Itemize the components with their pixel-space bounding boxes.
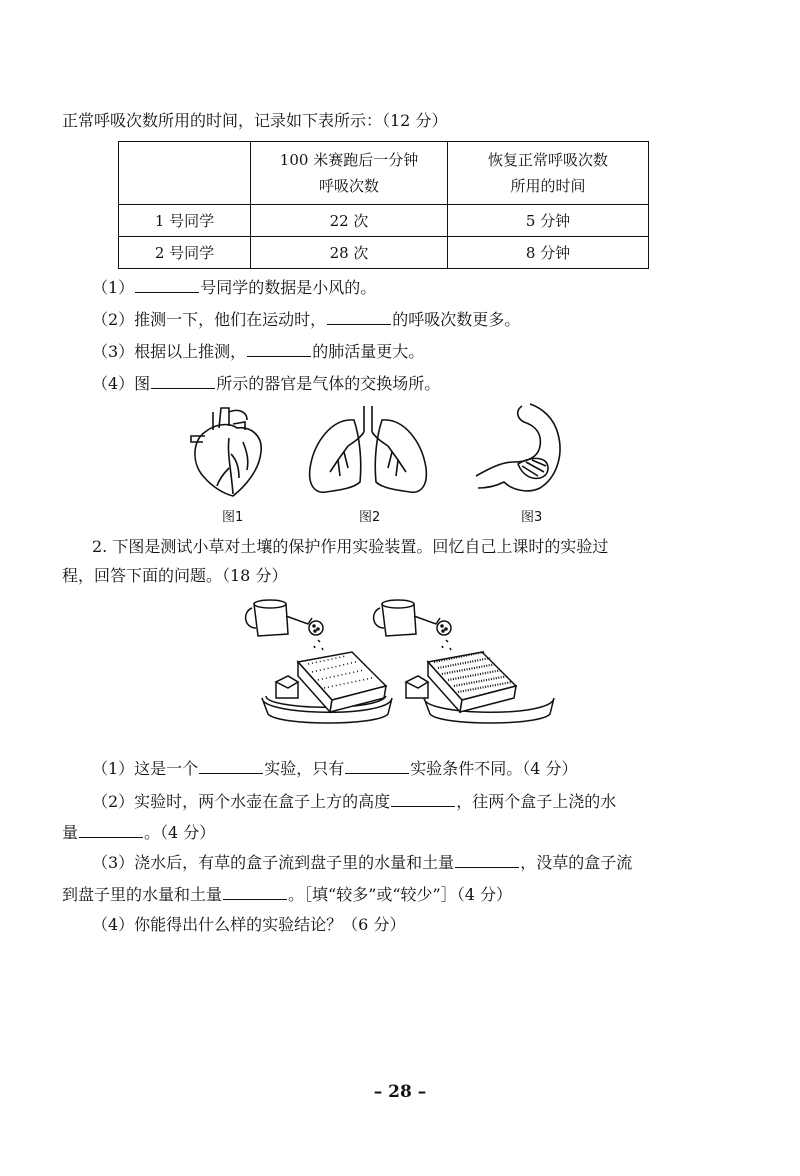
- page-number: – 28 –: [373, 1082, 427, 1102]
- q2-part1: （1）这是一个 实验，只有 实验条件不同。（4 分）: [92, 759, 578, 778]
- table-cell-label: 2 号同学: [119, 237, 251, 269]
- table-cell-recovery: 5 分钟: [448, 205, 649, 237]
- answer-blank[interactable]: [327, 308, 391, 325]
- q1-part4: （4）图 所示的器官是气体的交换场所。: [92, 374, 441, 393]
- heart-icon: [185, 402, 267, 498]
- answer-blank[interactable]: [455, 851, 519, 868]
- right-setup-with-grass: [374, 600, 554, 723]
- q1-part3: （3）根据以上推测， 的肺活量更大。: [92, 342, 425, 361]
- left-setup-no-grass: [246, 600, 392, 723]
- table-cell-breaths: 22 次: [251, 205, 448, 237]
- answer-blank[interactable]: [345, 757, 409, 774]
- q2-part4: （4）你能得出什么样的实验结论？（6 分）: [92, 915, 406, 934]
- table-corner-cell: [119, 142, 251, 205]
- table-cell-recovery: 8 分钟: [448, 237, 649, 269]
- table-header-recovery: 恢复正常呼吸次数 所用的时间: [448, 142, 649, 205]
- q1-part2: （2）推测一下，他们在运动时， 的呼吸次数更多。: [92, 310, 521, 329]
- table-row: [119, 237, 649, 269]
- q2-title-line2: 程，回答下面的问题。（18 分）: [62, 566, 288, 585]
- answer-blank[interactable]: [199, 757, 263, 774]
- answer-blank[interactable]: [223, 883, 287, 900]
- q1-part1: （1） 号同学的数据是小风的。: [92, 278, 377, 297]
- answer-blank[interactable]: [135, 276, 199, 293]
- breathing-table: [118, 141, 649, 269]
- q2-part2-cont: 量 。（4 分）: [62, 823, 216, 842]
- figure-2-caption: 图2: [359, 510, 381, 525]
- q2-part3: （3）浇水后，有草的盒子流到盘子里的水量和土量 ，没草的盒子流: [92, 853, 633, 872]
- figure-3-caption: 图3: [521, 510, 543, 525]
- figure-1-caption: 图1: [222, 510, 244, 525]
- table-cell-label: 1 号同学: [119, 205, 251, 237]
- table-cell-breaths: 28 次: [251, 237, 448, 269]
- lungs-icon: [304, 402, 432, 498]
- stomach-icon: [470, 400, 574, 496]
- answer-blank[interactable]: [79, 821, 143, 838]
- intro-text: 正常呼吸次数所用的时间，记录如下表所示：（12 分）: [62, 111, 448, 130]
- q2-title-line1: 2. 下图是测试小草对土壤的保护作用实验装置。回忆自己上课时的实验过: [92, 537, 609, 556]
- answer-blank[interactable]: [151, 372, 215, 389]
- q2-part3-cont: 到盘子里的水量和土量 。［填“较多”或“较少”］（4 分）: [62, 885, 513, 904]
- answer-blank[interactable]: [247, 340, 311, 357]
- soil-experiment-illustration: [238, 594, 556, 734]
- answer-blank[interactable]: [391, 790, 455, 807]
- q2-part2: （2）实验时，两个水壶在盒子上方的高度 ，往两个盒子上浇的水: [92, 792, 617, 811]
- table-header-breaths: 100 米赛跑后一分钟 呼吸次数: [251, 142, 448, 205]
- table-row: [119, 205, 649, 237]
